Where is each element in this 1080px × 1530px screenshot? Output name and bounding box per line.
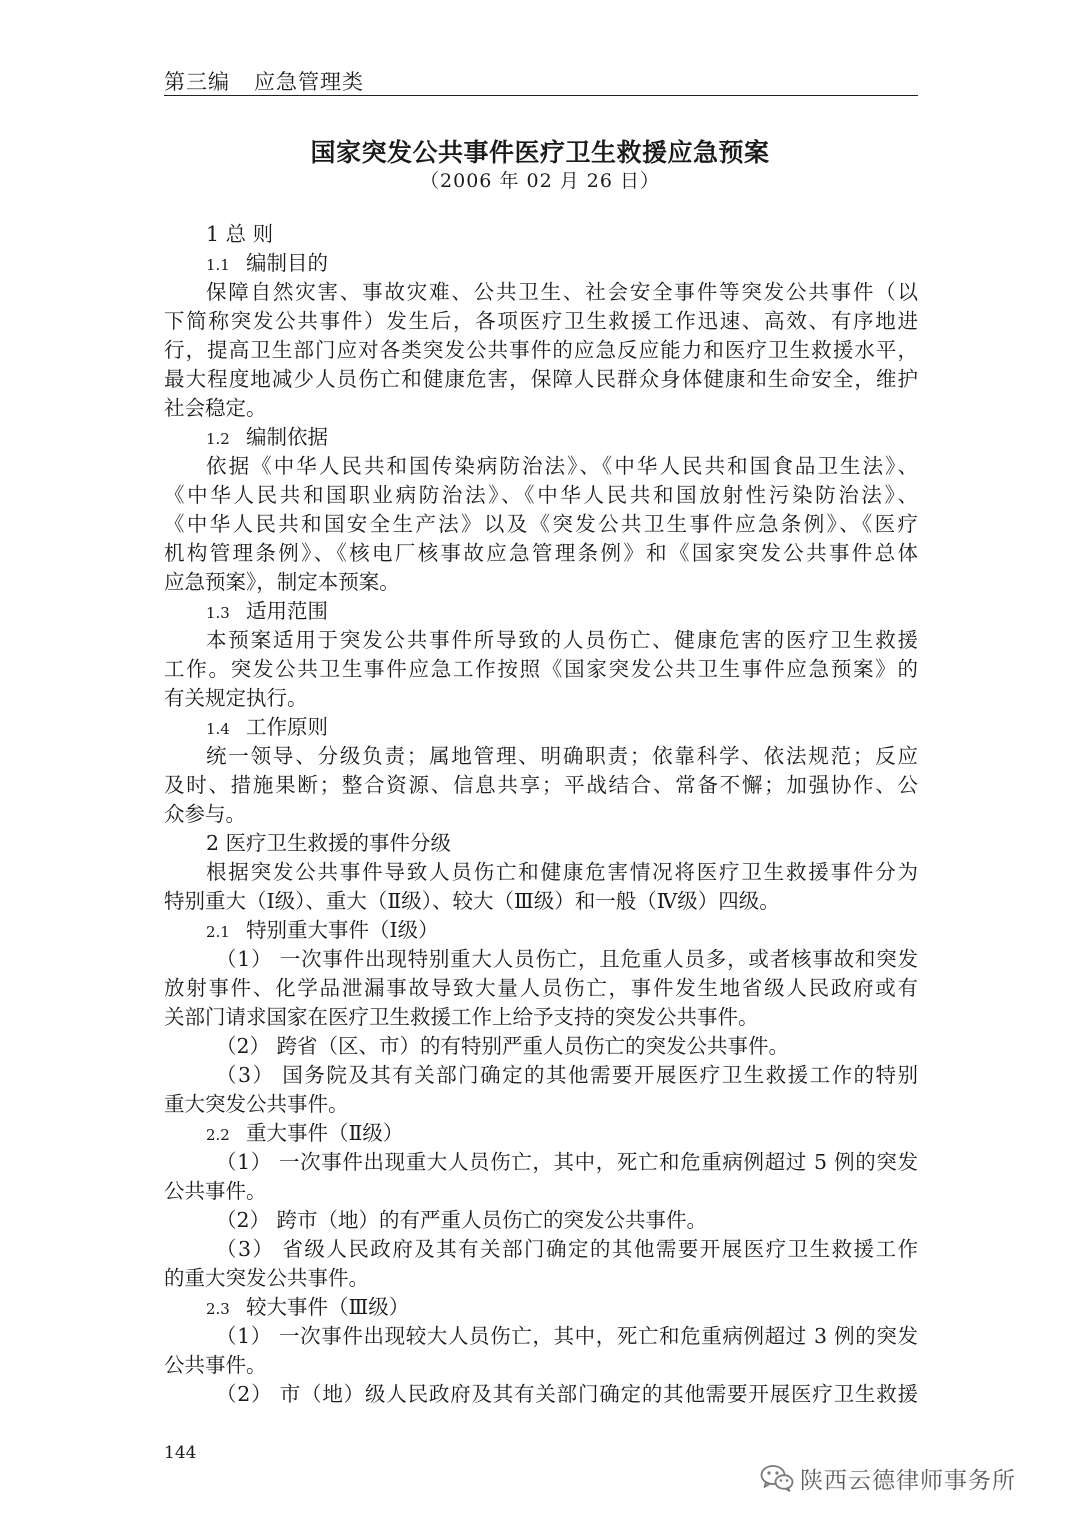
subsection-title: 工作原则 — [246, 715, 328, 739]
watermark-text: 陕西云德律师事务所 — [800, 1467, 1016, 1494]
section-heading-1: 1 总 则 — [206, 222, 274, 246]
subsection-number: 2.1 — [206, 923, 230, 941]
subsection-heading-2-1 — [164, 916, 918, 945]
list-item-line: （2） 跨省（区、市）的有特别严重人员伤亡的突发公共事件。 — [216, 1034, 790, 1058]
paragraph-line: 依据《中华人民共和国传染病防治法》、《中华人民共和国食品卫生法》、 — [206, 454, 918, 478]
section-heading-2: 2 医疗卫生救援的事件分级 — [206, 831, 452, 855]
subsection-heading-1-1 — [164, 249, 918, 278]
subsection-title: 重大事件（Ⅱ级） — [246, 1121, 404, 1145]
subsection-heading-1-2 — [164, 423, 918, 452]
list-item-line: 公共事件。 — [164, 1179, 267, 1203]
header-rule — [164, 95, 918, 96]
subsection-heading-2-3 — [164, 1293, 918, 1322]
subsection-title: 特别重大事件（Ⅰ级） — [246, 918, 439, 942]
subsection-heading-1-4 — [164, 713, 918, 742]
list-item-line: 放射事件、化学品泄漏事故导致大量人员伤亡，事件发生地省级人民政府或有 — [164, 976, 918, 1000]
subsection-number: 2.2 — [206, 1126, 230, 1144]
list-item-line: 公共事件。 — [164, 1353, 267, 1377]
document-date: （2006 年 02 月 26 日） — [420, 170, 660, 192]
header-category: 应急管理类 — [254, 70, 364, 94]
list-item-line: 关部门请求国家在医疗卫生救援工作上给予支持的突发公共事件。 — [164, 1005, 759, 1029]
subsection-title: 编制依据 — [246, 425, 328, 449]
paragraph-line: 下简称突发公共事件）发生后，各项医疗卫生救援工作迅速、高效、有序地进 — [164, 309, 918, 333]
paragraph-line: 根据突发公共事件导致人员伤亡和健康危害情况将医疗卫生救援事件分为 — [206, 860, 918, 884]
list-item-line: （3） 省级人民政府及其有关部门确定的其他需要开展医疗卫生救援工作 — [216, 1237, 918, 1261]
list-item-line: （1） 一次事件出现重大人员伤亡，其中，死亡和危重病例超过 5 例的突发 — [216, 1150, 918, 1174]
header-part: 第三编 — [164, 70, 230, 94]
document-body — [164, 220, 918, 1409]
list-item-line: （2） 跨市（地）的有严重人员伤亡的突发公共事件。 — [216, 1208, 708, 1232]
subsection-title: 适用范围 — [246, 599, 328, 623]
subsection-title: 较大事件（Ⅲ级） — [246, 1295, 410, 1319]
running-header — [164, 66, 916, 94]
document-title: 国家突发公共事件医疗卫生救援应急预案 — [310, 138, 770, 167]
subsection-heading-2-2 — [164, 1119, 918, 1148]
paragraph-line: 最大程度地减少人员伤亡和健康危害，保障人民群众身体健康和生命安全，维护 — [164, 367, 918, 391]
subsection-title: 编制目的 — [246, 251, 328, 275]
paragraph-line: 本预案适用于突发公共事件所导致的人员伤亡、健康危害的医疗卫生救援 — [206, 628, 918, 652]
subsection-number: 1.4 — [206, 720, 230, 738]
list-item-line: （3） 国务院及其有关部门确定的其他需要开展医疗卫生救援工作的特别 — [216, 1063, 918, 1087]
paragraph-line: 《中华人民共和国职业病防治法》、《中华人民共和国放射性污染防治法》、 — [164, 483, 918, 507]
page-number: 144 — [164, 1443, 197, 1463]
paragraph-line: 《中华人民共和国安全生产法》以及《突发公共卫生事件应急条例》、《医疗 — [164, 512, 918, 536]
paragraph-line: 行，提高卫生部门应对各类突发公共事件的应急反应能力和医疗卫生救援水平， — [164, 338, 918, 362]
subsection-number: 1.2 — [206, 430, 230, 448]
list-item-line: （1） 一次事件出现较大人员伤亡，其中，死亡和危重病例超过 3 例的突发 — [216, 1324, 918, 1348]
subsection-heading-1-3 — [164, 597, 918, 626]
wechat-icon — [760, 1464, 794, 1492]
paragraph-line: 统一领导、分级负责；属地管理、明确职责；依靠科学、依法规范；反应 — [206, 744, 918, 768]
paragraph-line: 社会稳定。 — [164, 396, 267, 420]
paragraph-line: 众参与。 — [164, 802, 246, 826]
list-item-line: 的重大突发公共事件。 — [164, 1266, 369, 1290]
subsection-number: 2.3 — [206, 1300, 230, 1318]
subsection-number: 1.1 — [206, 256, 230, 274]
paragraph-line: 应急预案》，制定本预案。 — [164, 570, 400, 594]
paragraph-line: 及时、措施果断；整合资源、信息共享；平战结合、常备不懈；加强协作、公 — [164, 773, 918, 797]
list-item-line: （2） 市（地）级人民政府及其有关部门确定的其他需要开展医疗卫生救援 — [216, 1382, 918, 1406]
subsection-number: 1.3 — [206, 604, 230, 622]
list-item-line: （1） 一次事件出现特别重大人员伤亡，且危重人员多，或者核事故和突发 — [216, 947, 918, 971]
paragraph-line: 机构管理条例》、《核电厂核事故应急管理条例》和《国家突发公共事件总体 — [164, 541, 918, 565]
list-item-line: 重大突发公共事件。 — [164, 1092, 349, 1116]
paragraph-line: 保障自然灾害、事故灾难、公共卫生、社会安全事件等突发公共事件（以 — [206, 280, 918, 304]
paragraph-line: 特别重大（Ⅰ级）、重大（Ⅱ级）、较大（Ⅲ级）和一般（Ⅳ级）四级。 — [164, 889, 780, 913]
watermark — [760, 1458, 1016, 1498]
paragraph-line: 工作。突发公共卫生事件应急工作按照《国家突发公共卫生事件应急预案》的 — [164, 657, 918, 681]
paragraph-line: 有关规定执行。 — [164, 686, 308, 710]
